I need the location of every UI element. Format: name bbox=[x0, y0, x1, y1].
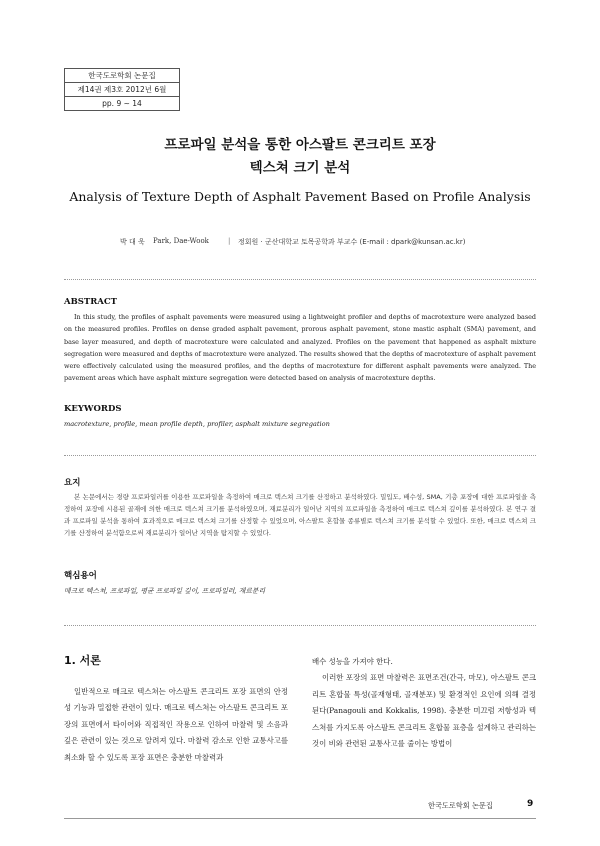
author-affiliation: 정회원 · 군산대학교 토목공학과 부교수 (E-mail : dpark@kunsan.ac.kr) bbox=[238, 238, 466, 246]
journal-name: 한국도로학회 논문집 bbox=[65, 69, 179, 83]
journal-info-box bbox=[64, 68, 180, 111]
korean-keywords-heading: 핵심용어 bbox=[64, 571, 97, 581]
abstract-heading: ABSTRACT bbox=[64, 297, 117, 307]
korean-keywords-body: 매크로 텍스쳐, 프로파일, 평균 프로파일 깊이, 프로파일러, 재료분리 bbox=[64, 587, 266, 595]
author-name-korean: 박 대 욱 bbox=[120, 238, 145, 246]
title-korean-line2: 텍스쳐 크기 분석 bbox=[249, 160, 351, 176]
keywords-heading: KEYWORDS bbox=[64, 404, 122, 414]
yoji-body: 본 논문에서는 경량 프로파일러를 이용한 프로파일을 측정하여 매크로 텍스쳐 크기를 산정하고 분석하였다. 밀입도, 배수성, SMA, 기층 포장에 대한 프로파일을 측정하여 포장에 시용된 골재에 의한 매크로 텍스쳐 크기를 분석하였으며, 재료분리가 일어난 지역의 프로파일을 측정하여 매크로 텍스쳐 깊이를 분석하였다. 본 연구 결과 프로파일 분석을 통하여 효과적으로 매크로 텍스쳐 크기를 산정할 수 있었으며, 아스팔트 혼합물 종류별로 텍스쳐 크기를 분석할 수 있었다. 또한, 매크로 텍스쳐 크기를 산정하여 분석함으로써 재료분리가 일어난 지역을 탐지할 수 있었다. bbox=[64, 493, 536, 538]
title-english: Analysis of Texture Depth of Asphalt Pavement Based on Profile Analysis bbox=[69, 189, 531, 204]
page-number: 9 bbox=[527, 799, 534, 809]
journal-pages: pp. 9 ~ 14 bbox=[102, 99, 142, 108]
paragraph-continued: 배수 성능을 가져야 한다. bbox=[312, 657, 393, 666]
footer-journal-name: 한국도로학회 논문집 bbox=[428, 801, 493, 810]
section-title: 1. 서론 bbox=[64, 654, 101, 667]
abstract-body: In this study, the profiles of asphalt pavements were measured using a lightweight profiler and depths of macrotexture were analyzed based on the measured profiles. Profiles on dense graded asphalt pavement, prorous asphalt pavement, stone mastic asphalt (SMA) pavement, and base layer measured, and depth of macrotexture were calculated and analyzed. Profiles on the pavement that happened as asphalt mixture segregation were measured and depths of macrotexture were analyzed. The results showed that the depths of macrotexture of asphalt pavement were effectively calculated using the measured profiles, and the depths of macrotexture for different asphalt pavements were analyzed. The pavement areas which have asphalt mixture segregation were detected based on analysis of macrotexture depths. bbox=[64, 313, 536, 383]
divider bbox=[64, 455, 536, 456]
body-column-left bbox=[64, 684, 288, 766]
footer-rule bbox=[64, 818, 536, 819]
paragraph: 일반적으로 매크로 텍스쳐는 아스팔트 콘크리트 포장 표면의 안정성 기능과 밀접한 관련이 있다. 매크로 텍스쳐는 아스팔트 콘크리트 포장의 표면에서 타이어와 직접적인 작용으로 인하여 마찰력 및 소음과 깊은 관련이 있는 것으로 알려져 있다. 마찰력 감소로 인한 교통사고를 최소화 할 수 있도록 포장 표면은 충분한 마찰력과 bbox=[64, 687, 288, 762]
author-name-english: Park, Dae-Wook bbox=[153, 237, 209, 245]
title-korean-line1: 프로파일 분석을 통한 아스팔트 콘크리트 포장 bbox=[164, 137, 436, 153]
journal-volume: 제14권 제3호 2012년 6월 bbox=[65, 83, 179, 97]
keywords-body: macrotexture, profile, mean profile depth, profiler, asphalt mixture segregation bbox=[64, 420, 330, 428]
body-column-right bbox=[312, 654, 536, 752]
divider bbox=[64, 279, 536, 280]
paragraph: 이러한 포장의 표면 마찰력은 표면조건(간극, 마모), 아스팔트 콘크리트 혼합물 특성(골재형태, 골재분포) 및 환경적인 요인에 의해 결정된다(Panagouli and Kokkalis, 1998). 충분한 미끄럼 저항성과 텍스쳐를 가지도록 아스팔트 콘크리트 혼합물 표층을 설계하고 관리하는 것이 비와 관련된 교통사고를 줄이는 방법이 bbox=[312, 673, 536, 749]
author-separator: | bbox=[228, 237, 231, 245]
divider bbox=[64, 625, 536, 626]
page-footer bbox=[0, 800, 600, 814]
yoji-heading: 요지 bbox=[64, 478, 81, 488]
